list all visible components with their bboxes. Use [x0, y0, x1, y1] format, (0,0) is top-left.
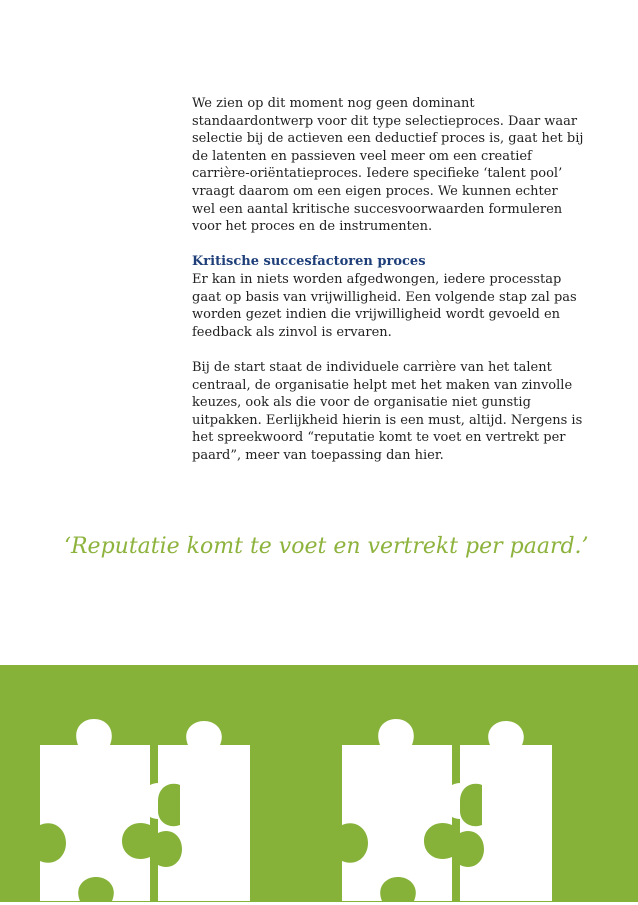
section-paragraph-1: Er kan in niets worden afgedwongen, iedere processtap gaat op basis van vrijwilligheid. Een volgende stap zal pas worden gezet indien die vrijwilligheid wordt gevoeld en feedback als zinvol is ervaren.: [192, 271, 577, 340]
article-body: [192, 95, 584, 482]
section-heading: Kritische succesfactoren proces: [192, 254, 426, 270]
puzzle-pieces-icon: [38, 715, 253, 905]
section-block: [192, 253, 584, 341]
intro-paragraph: We zien op dit moment nog geen dominant standaardontwerp voor dit type selectieproces. Daar waar selectie bij de actieven een deductief proces is, gaat het bij de latenten en passieven veel meer om een creatief carrière-oriëntatieproces. Iedere specifieke ‘talent pool’ vraagt daarom om een eigen proces. We kunnen echter wel een aantal kritische succesvoorwaarden formuleren voor het proces en de instrumenten.: [192, 96, 584, 235]
section-paragraph-2: Bij de start staat de individuele carrière van het talent centraal, de organisatie helpt met het maken van zinvolle keuzes, ook als die voor de organisatie niet gunstig uitpakken. Eerlijkheid hierin is een must, altijd. Nergens is het spreekwoord “reputatie komt te voet en vertrekt per paard”, meer van toepassing dan hier.: [192, 359, 583, 463]
pull-quote: ‘Reputatie komt te voet en vertrekt per paard.’: [64, 534, 589, 559]
puzzle-pieces-icon: [340, 715, 555, 905]
